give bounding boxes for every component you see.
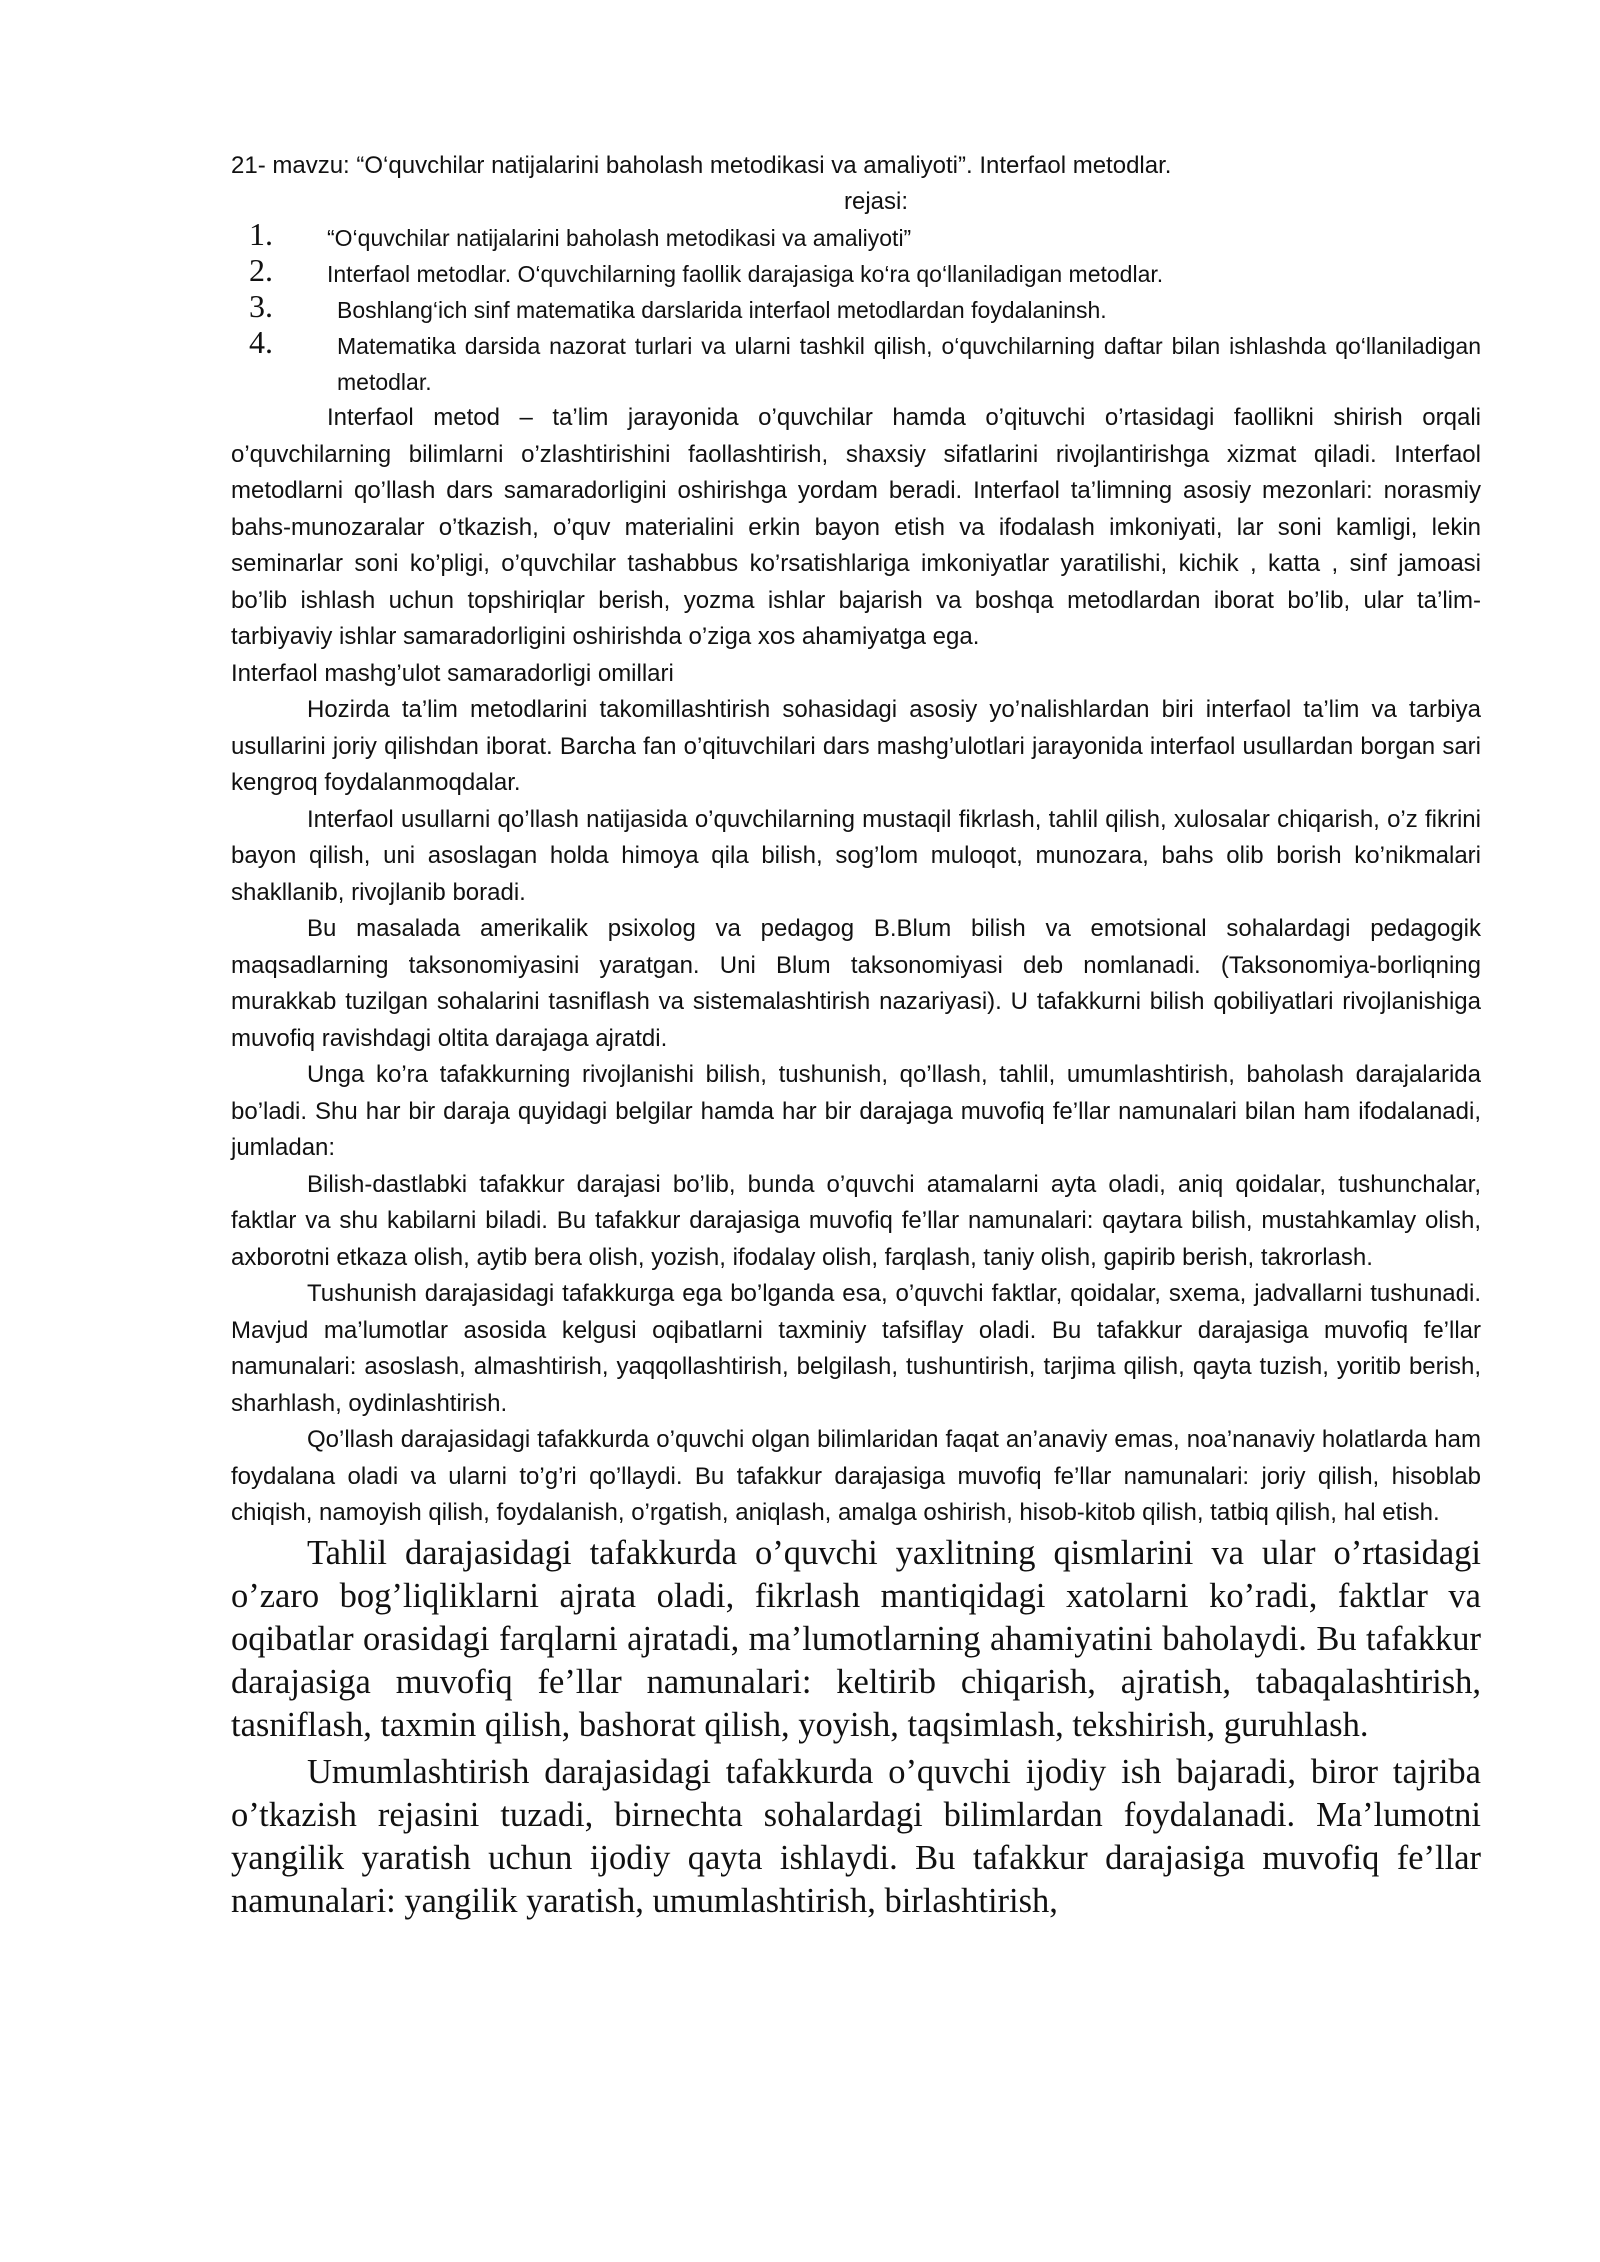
plan-item-text: Interfaol metodlar. O‘quvchilarning faollik darajasiga ko‘ra qo‘llaniladigan metodlar.: [327, 261, 1164, 287]
body-paragraph: Qo’llash darajasidagi tafakkurda o’quvchi olgan bilimlaridan faqat an’anaviy emas, noa’nanaviy holatlarda ham foydalana oladi va ularni to’g’ri qo’llaydi. Bu tafakkur darajasiga muvofiq fe’llar namunalari: joriy qilish, hisoblab chiqish, namoyish qilish, foydalanish, o’rgatish, aniqlash, amalga oshirish, hisob-kitob qilish, tatbiq qilish, hal etish.: [231, 1426, 1481, 1526]
section-heading: Interfaol mashg’ulot samaradorligi omillari: [231, 659, 674, 687]
plan-item-text: Boshlang‘ich sinf matematika darslarida interfaol metodlardan foydalaninsh.: [337, 297, 1107, 323]
body-paragraph: Tushunish darajasidagi tafakkurga ega bo’lganda esa, o’quvchi faktlar, qoidalar, sxema, jadvallarni tushunadi. Mavjud ma’lumotlar asosida kelgusi oqibatlarni taxminiy tafsiflay oladi. Bu tafakkur darajasiga muvofiq fe’llar namunalari: asoslash, almashtirish, yaqqollashtirish, belgilash, tushuntirish, tarjima qilish, qayta tuzish, yoritib berish, sharhlash, oydinlashtirish.: [231, 1280, 1481, 1417]
document-page: [231, 148, 1481, 1923]
body-paragraph: Interfaol usullarni qo’llash natijasida o’quvchilarning mustaqil fikrlash, tahlil qilish, xulosalar chiqarish, o’z fikrini bayon qilish, uni asoslagan holda himoya qila bilish, sog’lom muloqot, munozara, bahs olib borish ko’nikmalari shakllanib, rivojlanib boradi.: [231, 805, 1481, 906]
plan-item-number: 3.: [249, 288, 273, 324]
plan-item: [231, 216, 1481, 256]
body-paragraph: Bu masalada amerikalik psixolog va pedagog B.Blum bilish va emotsional sohalardagi pedagogik maqsadlarning taksonomiyasini yaratgan. Uni Blum taksonomiyasi deb nomlanadi. (Taksonomiya-borliqning murakkab tuzilgan sohalarini tasniflash va sistemalashtirish nazariyasi). U tafakkurni bilish qobiliyatlari rivojlanishiga muvofiq ravishdagi oltita darajaga ajratdi.: [231, 915, 1481, 1052]
body-paragraph: Interfaol metod – ta’lim jarayonida o’quvchilar hamda o’qituvchi o’rtasidagi faollikni shirish orqali o’quvchilarning bilimlarni o’zlashtirishini faollashtirish, shaxsiy sifatlarini rivojlantirishga xizmat qiladi. Interfaol metodlarni qo’llash dars samaradorligini oshirishga yordam beradi. Interfaol ta’limning asosiy mezonlari: norasmiy bahs-munozaralar o’tkazish, o’quv materialini erkin bayon etish va ifodalash imkoniyati, lar soni kamligi, lekin seminarlar soni ko’pligi, o’quvchilar tashabbus ko’rsatishlariga imkoniyatlar yaratilishi, kichik , katta , sinf jamoasi bo’lib ishlash uchun topshiriqlar berish, yozma ishlar bajarish va boshqa metodlardan iborat bo’lib, ular ta’lim-tarbiyaviy ishlar samaradorligini oshirishda o’ziga xos ahamiyatga ega.: [231, 404, 1481, 650]
body-paragraph: Hozirda ta’lim metodlarini takomillashtirish sohasidagi asosiy yo’nalishlardan biri interfaol ta’lim va tarbiya usullarini joriy qilishdan iborat. Barcha fan o’qituvchilari dars mashg’ulotlari jarayonida interfaol usullardan borgan sari kengroq foydalanmoqdalar.: [231, 696, 1481, 796]
plan-item-number: 4.: [249, 324, 273, 360]
body-paragraph-serif: Tahlil darajasidagi tafakkurda o’quvchi yaxlitning qismlarini va ular o’rtasidagi o’zaro bog’liqliklarni ajrata oladi, fikrlash mantiqidagi xatolarni ko’radi, faktlar va oqibatlar orasidagi farqlarni ajratadi, ma’lumotlarning ahamiyatini baholaydi. Bu tafakkur darajasiga muvofiq fe’llar namunalari: keltirib chiqarish, ajratish, tabaqalashtirish, tasniflash, taxmin qilish, bashorat qilish, yoyish, taqsimlash, tekshirish, guruhlash.: [231, 1533, 1481, 1744]
body-paragraph-serif: Umumlashtirish darajasidagi tafakkurda o’quvchi ijodiy ish bajaradi, biror tajriba o’tkazish rejasini tuzadi, birnechta sohalardagi bilimlardan foydalanadi. Ma’lumotni yangilik yaratish uchun ijodiy qayta ishlaydi. Bu tafakkur darajasiga muvofiq fe’llar namunalari: yangilik yaratish, umumlashtirish, birlashtirish,: [231, 1752, 1481, 1920]
plan-item-number: 2.: [249, 252, 273, 288]
plan-item: [231, 324, 1481, 400]
plan-list: [231, 216, 1481, 400]
serif-section: [231, 1532, 1481, 1923]
sans-section: [231, 148, 1481, 1532]
plan-item-text: Matematika darsida nazorat turlari va ularni tashkil qilish, o‘quvchilarning daftar bilan ishlashda qo‘llaniladigan metodlar.: [337, 333, 1481, 395]
document-title: 21- mavzu: “O‘quvchilar natijalarini baholash metodikasi va amaliyoti”. Interfaol metodlar.: [231, 152, 1172, 179]
plan-item: [231, 288, 1481, 328]
plan-item: [231, 252, 1481, 292]
plan-item-text: “O‘quvchilar natijalarini baholash metodikasi va amaliyoti”: [327, 225, 912, 251]
plan-heading: rejasi:: [843, 188, 909, 215]
body-paragraph: Bilish-dastlabki tafakkur darajasi bo’lib, bunda o’quvchi atamalarni ayta oladi, aniq qoidalar, tushunchalar, faktlar va shu kabilarni biladi. Bu tafakkur darajasiga muvofiq fe’llar namunalari: qaytara bilish, mustahkamlay olish, axborotni etkaza olish, aytib bera olish, yozish, ifodalay olish, farqlash, taniy olish, gapirib berish, takrorlash.: [231, 1170, 1481, 1271]
plan-item-number: 1.: [249, 216, 273, 252]
body-paragraph: Unga ko’ra tafakkurning rivojlanishi bilish, tushunish, qo’llash, tahlil, umumlashtirish, baholash darajalarida bo’ladi. Shu har bir daraja quyidagi belgilar hamda har bir darajaga muvofiq fe’llar namunalari bilan ham ifodalanadi, jumladan:: [231, 1061, 1481, 1161]
